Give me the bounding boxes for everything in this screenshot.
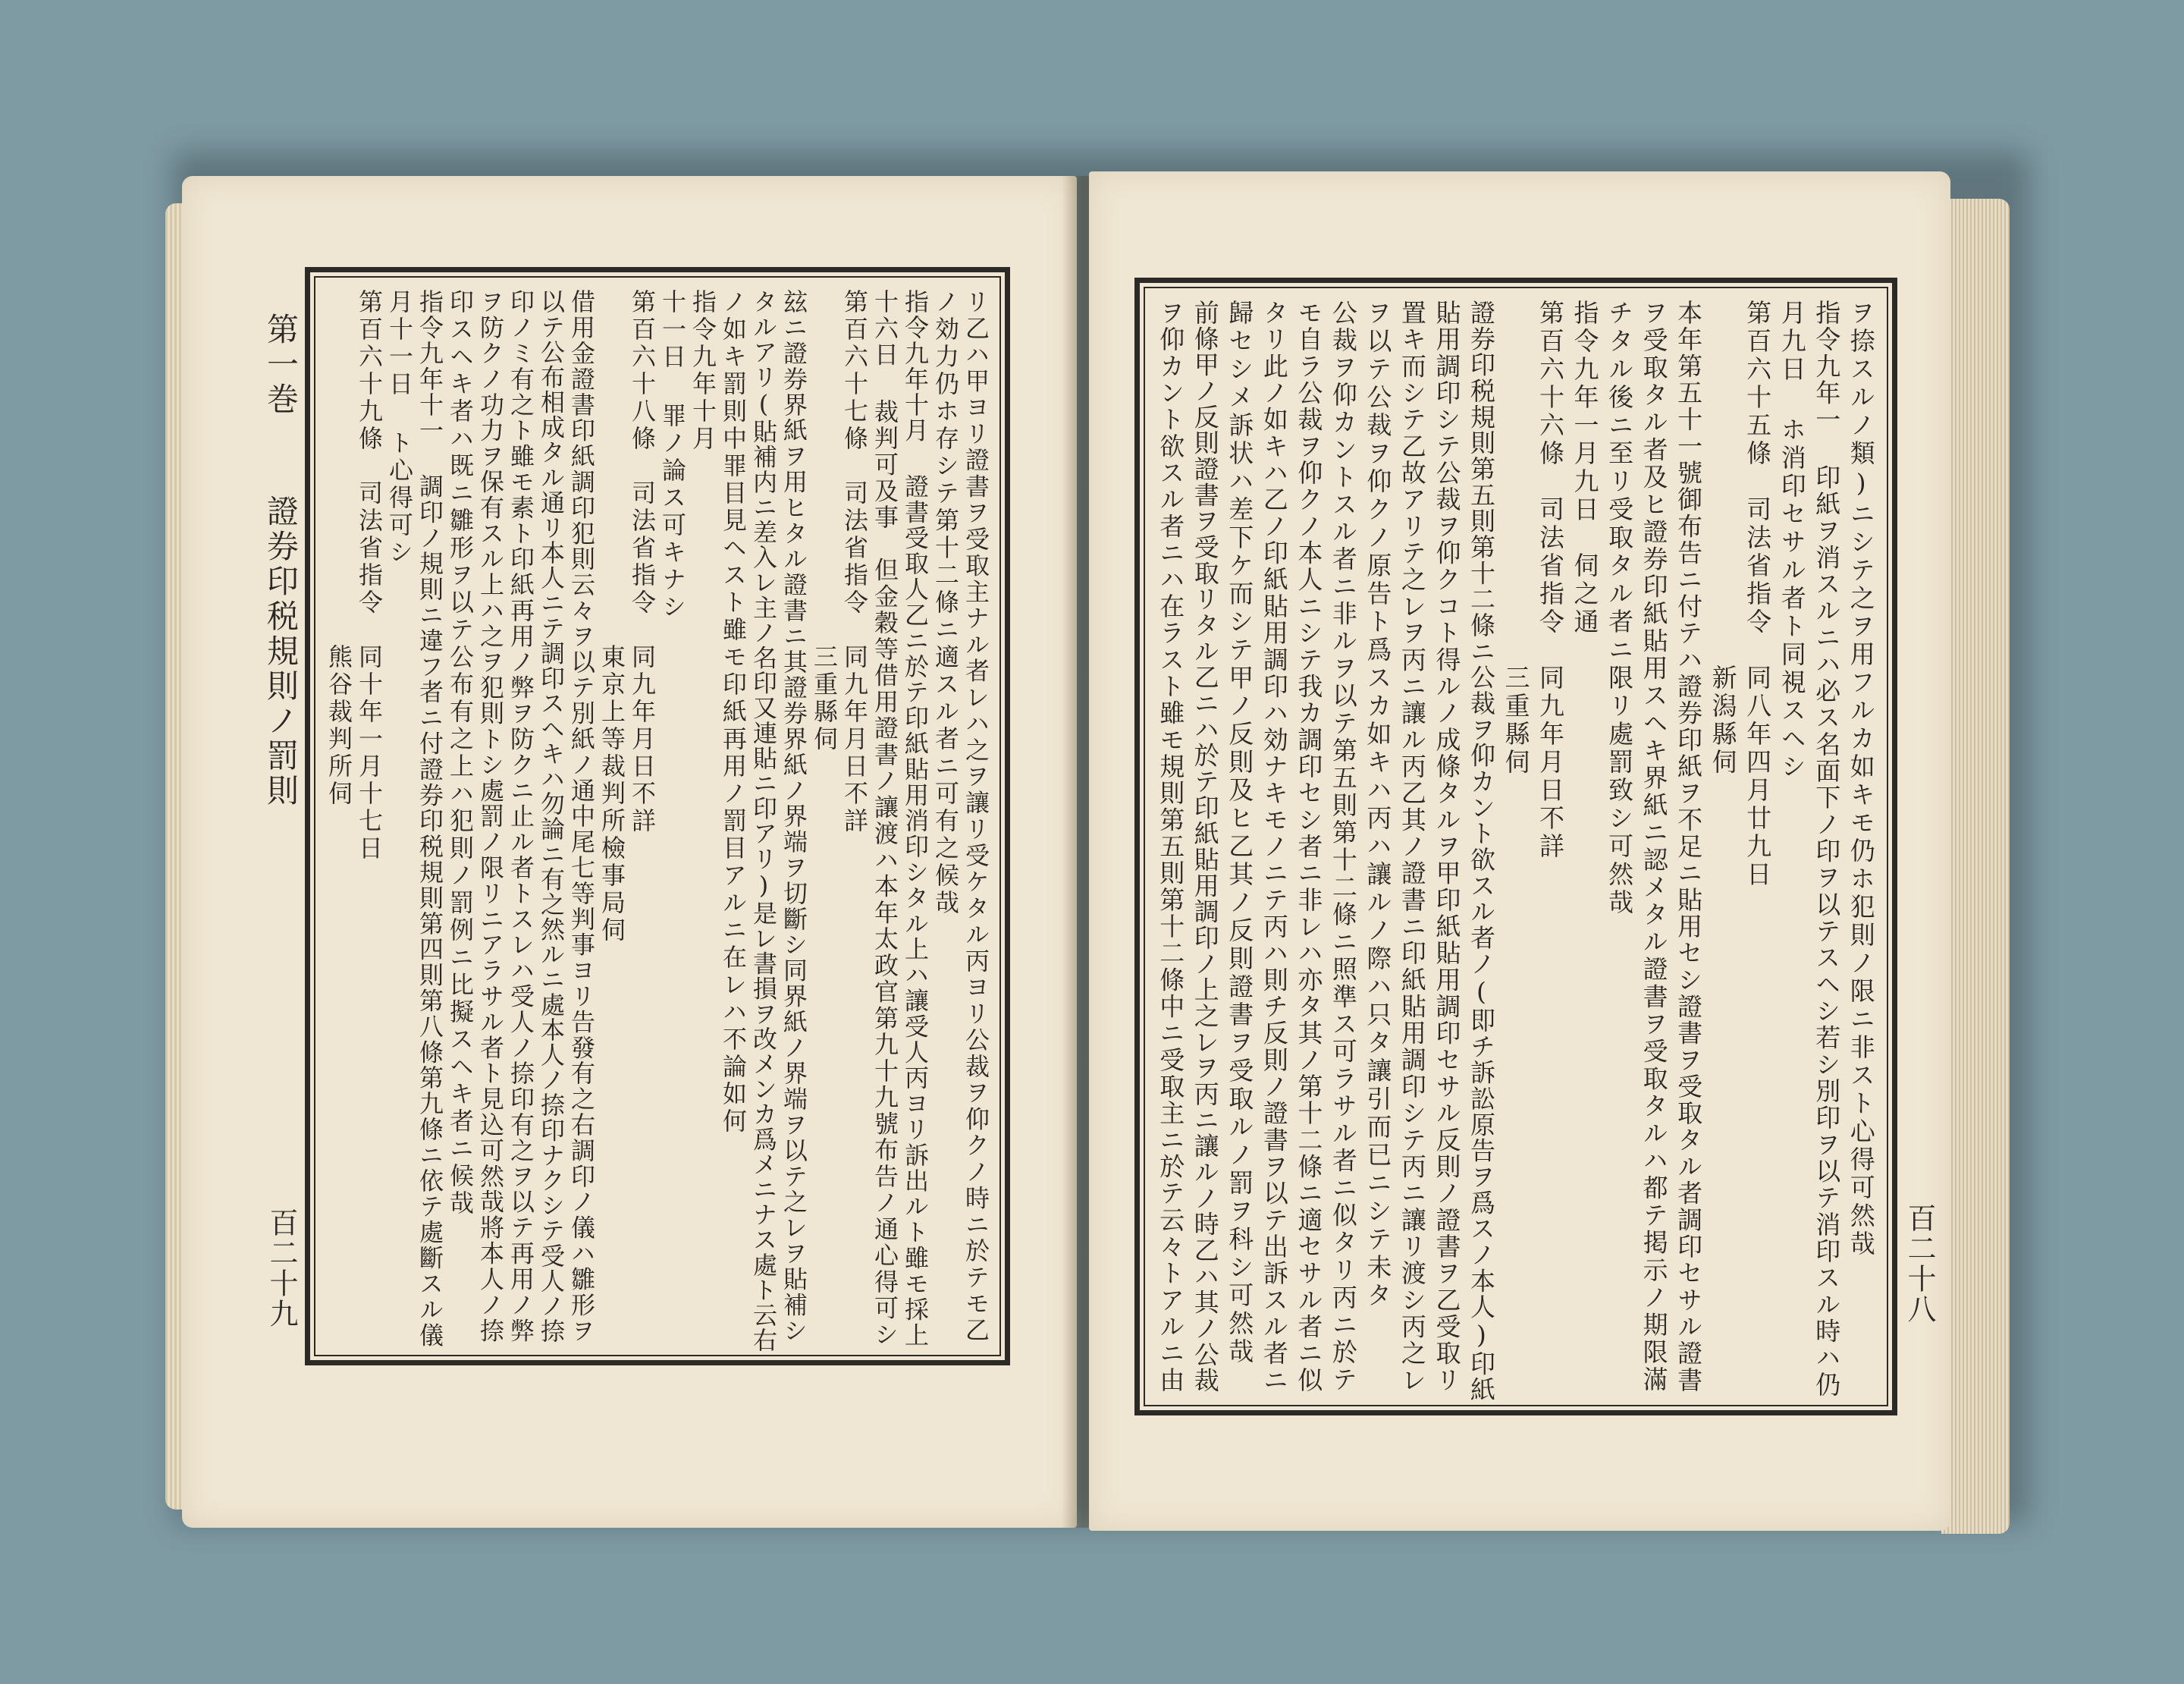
text-column: 指令九年十一 調印ノ規則ニ違フ者ニ付證券印税規則第四則第八條第九條ニ依テ處斷スル儀 <box>416 289 444 1349</box>
text-column: 第百六十六條 司法省指令 同九年月日不詳 <box>1536 300 1566 861</box>
text-column: 玆ニ證券界紙ヲ用ヒタル證書ニ其證券界紙ノ界端ヲ切斷シ同界紙ノ界端ヲ以テ之レヲ貼補シ <box>780 289 808 1344</box>
text-column: 月九日 ホ消印セサル者ト同視スヘシ <box>1777 300 1807 781</box>
text-column: 借用金證書印紙調印犯則云々ヲ以テ別紙ノ通中尾七等判事ヨリ告發有之右調印ノ儀ハ雛形ヲ <box>567 289 596 1343</box>
text-column: 指令九年十月 證書受取人乙ニ於テ印紙貼用消印シタル上ハ讓受人丙ヨリ訴出ルト雖モ採上 <box>901 289 930 1349</box>
text-column: 第百六十五條 司法省指令 同八年四月廿九日 <box>1743 300 1773 889</box>
text-column: ヲ以テ公裁ヲ仰クノ原告ト爲スカ如キハ丙ハ讓ルノ際ハ只タ讓引而已ニシテ未タ <box>1363 300 1393 1310</box>
text-column: 指令九年一 印紙ヲ消スルニハ必ス名面下ノ印ヲ以テスヘシ若シ別印ヲ以テ消印スル時ハ仍 <box>1812 300 1842 1398</box>
text-column: 指令九年一月九日 伺之通 <box>1570 300 1600 636</box>
right-page <box>1089 171 1950 1531</box>
text-column: 以テ公布相成タル通リ本人ニテ調印スヘキハ勿論ニ有之然ルニ處本人ノ捺印ナクシテ受人ノ捺 <box>537 289 566 1343</box>
text-column: ヲ防クノ功力ヲ保有スル上ハ之ヲ犯則トシ處罰ノ限リニアラサル者ト見込可然哉將本人ノ捺 <box>476 289 505 1343</box>
left-page-volume: 第一巻 <box>262 313 300 417</box>
text-column: ヲ捺スルノ類)ニシテ之ヲ用フルカ如キモ仍ホ犯則ノ限ニ非スト心得可然哉 <box>1846 300 1876 1258</box>
text-column: 印ノミ有之ト雖モ素ト印紙再用ノ弊ヲ防クニ止ル者トスレハ受人ノ捺印有之ヲ以テ再用ノ弊 <box>507 289 535 1343</box>
text-column: 歸セシメ訴状ハ差下ケ而シテ甲ノ反則及ヒ乙其ノ反則證書ヲ受取ルノ罰ヲ科シ可然哉 <box>1225 300 1255 1366</box>
left-page <box>182 176 1077 1528</box>
text-column: ノ効力仍ホ存シテ第十二條ニ適スル者ニ可有之候哉 <box>931 289 960 917</box>
text-column: 指令九年十月 <box>689 289 717 453</box>
text-column: ヲ受取タル者及ヒ證券印紙貼用スヘキ界紙ニ認メタル證書ヲ受取タルハ都テ掲示ノ期限滿 <box>1639 300 1669 1393</box>
text-column: タリ此ノ如キハ乙ノ印紙貼用調印ハ効ナキモノニテ丙ハ則チ反則ノ證書ヲ以テ出訴スル者ニ <box>1259 300 1289 1393</box>
text-column: 置キ而シテ乙故アリテ之レヲ丙ニ讓ル丙乙其ノ證書ニ印紙貼用調印シテ丙ニ讓リ渡シ丙之レ <box>1397 300 1427 1394</box>
text-column: 三重縣伺 <box>1501 300 1531 777</box>
text-column: チタル後ニ至リ受取タル者ニ限リ處罰致シ可然哉 <box>1605 300 1635 917</box>
text-column: 新潟縣伺 <box>1708 300 1738 777</box>
text-column: リ乙ハ甲ヨリ證書ヲ受取主ナル者レハ之ヲ讓リ受ケタル丙ヨリ公裁ヲ仰クノ時ニ於テモ乙 <box>962 289 990 1343</box>
text-column: 熊谷裁判所伺 <box>325 289 353 808</box>
right-page-number: 百二十八 <box>1903 1203 1936 1324</box>
left-page-border-frame <box>305 267 1010 1365</box>
text-column: 十一日 罪ノ論ス可キナシ <box>658 289 687 621</box>
text-column: ヲ仰カント欲スル者ニハ在ラスト雖モ規則第五則第十二條中ニ受取主ニ於テ云々トアルニ由 <box>1156 300 1186 1394</box>
text-column: 前條甲ノ反則證書ヲ受取リタル乙ニハ於テ印紙貼用調印ノ上之レヲ丙ニ讓ルノ時乙ハ其ノ公裁 <box>1190 300 1220 1393</box>
text-column: 貼用調印シテ公裁ヲ仰クコト得ルノ成條タルヲ甲印紙貼用調印セサル反則ノ證書ヲ乙受取リ <box>1432 300 1462 1393</box>
text-column: 三重縣伺 <box>810 289 839 753</box>
text-column: 第百六十七條 司法省指令 同九年月日不詳 <box>840 289 869 835</box>
text-column: 印スヘキ者ハ既ニ雛形ヲ以テ公布有之上ハ犯則ノ罰例ニ比擬スヘキ者ニ候哉 <box>446 289 475 1217</box>
text-column: 十六日 裁判可及事 但金穀等借用證書ノ讓渡ハ本年太政官第九十九號布告ノ通心得可シ <box>871 289 899 1348</box>
text-column: 證券印税規則第五則第十二條ニ公裁ヲ仰カント欲スル者ノ(即チ訴訟原告ヲ爲スノ本人)印紙 <box>1466 300 1496 1403</box>
left-page-running-title: 證券印税規則ノ罰則 <box>262 495 300 809</box>
page-stack-right-edge <box>1941 199 2010 1534</box>
text-column: 第百六十九條 司法省指令 同十年一月十七日 <box>355 289 384 862</box>
text-column: 東京上等裁判所檢事局伺 <box>598 289 626 944</box>
right-page-border-frame <box>1134 278 1897 1415</box>
text-column: ノ如キ罰則中罪目見ヘスト雖モ印紙再用ノ罰目アルニ在レハ不論如何 <box>719 289 748 1136</box>
text-column: タルアリ(貼補内ニ差入レ主ノ名印又連貼ニ印アリ)是レ書損ヲ改メンカ爲メニナス處ト云右 <box>749 289 778 1353</box>
text-column: 第百六十八條 司法省指令 同九年月日不詳 <box>628 289 657 835</box>
text-column: 公裁ヲ仰カントスル者ニ非ルヲ以テ第五則第十二條ニ照準ス可ラサル者ニ似タリ丙ニ於テ <box>1328 300 1358 1393</box>
text-column: 月十一日 ト心得可シ <box>385 289 414 567</box>
text-column: 本年第五十一號御布告ニ付テハ證券印紙ヲ不足ニ貼用セシ證書ヲ受取タル者調印セサル證書 <box>1674 300 1704 1393</box>
left-page-number: 百二十九 <box>265 1208 298 1329</box>
text-column: モ自ラ公裁ヲ仰クノ本人ニシテ我カ調印セシ者ニ非レハ亦タ其ノ第十二條ニ適セサル者ニ似 <box>1294 300 1324 1394</box>
